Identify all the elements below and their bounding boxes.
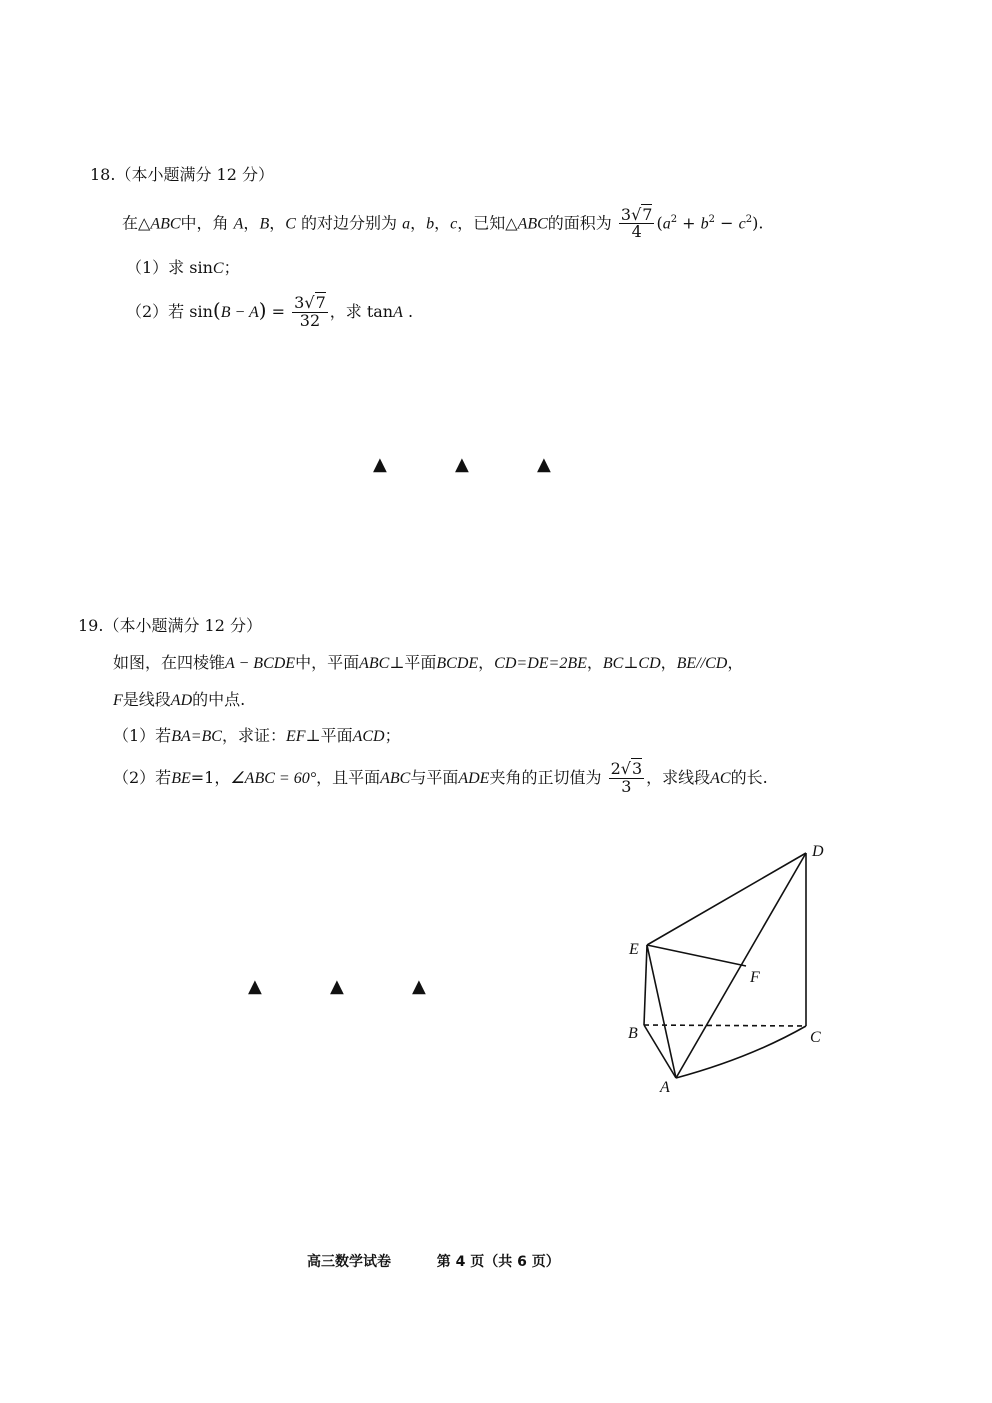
op: +	[677, 213, 701, 233]
edge-ba	[644, 1025, 676, 1078]
frac-num: 3	[294, 293, 305, 313]
text: ，求线段	[646, 768, 711, 787]
text: ，	[410, 213, 427, 233]
var-c-angle: C	[285, 215, 296, 233]
answer-space-mark: ▲	[373, 454, 387, 475]
answer-space-mark: ▲	[248, 976, 262, 997]
op: =	[266, 302, 291, 321]
text: （2）若	[113, 768, 172, 787]
text: ，	[586, 653, 603, 672]
var-c: c	[450, 215, 458, 233]
area-fraction: $\frac{3√7}{4}$	[620, 204, 653, 242]
var-abc: ABC	[359, 655, 390, 672]
var: CD	[638, 655, 661, 672]
text: 中，平面	[295, 653, 360, 672]
answer-space-mark: ▲	[412, 976, 426, 997]
expr: ∠ABC = 60°	[230, 770, 317, 787]
label-d: D	[812, 843, 824, 860]
op: ⊥	[623, 653, 639, 672]
expr: A − BCDE	[225, 655, 296, 672]
text: ，	[269, 213, 286, 233]
var: AC	[710, 770, 731, 787]
text: ，	[660, 653, 677, 672]
footer	[307, 1251, 560, 1271]
text: （2）若 sin	[126, 302, 213, 321]
text: 与平面	[410, 768, 459, 787]
var-b-angle: B	[259, 215, 270, 233]
var-bcde: BCDE	[436, 655, 479, 672]
text: 的中点.	[192, 690, 246, 709]
exp: 2	[670, 214, 678, 225]
paren: (	[656, 213, 663, 233]
expr: CD=DE=2BE	[494, 655, 587, 672]
answer-space-mark: ▲	[455, 454, 469, 475]
text: ，	[243, 213, 260, 233]
text: ；	[384, 726, 401, 745]
var-a: a	[402, 215, 411, 233]
edge-ed	[647, 853, 806, 945]
var-c-angle: C	[212, 260, 224, 277]
var: EF	[286, 728, 306, 745]
edge-bc-hidden	[644, 1025, 806, 1026]
label-e: E	[629, 941, 639, 958]
frac-rad: 7	[315, 293, 326, 313]
text: 中，角	[180, 213, 229, 233]
q19-line2	[113, 687, 245, 710]
text: 的面积为	[547, 213, 612, 233]
frac-den: 4	[631, 222, 642, 242]
label-c: C	[810, 1029, 821, 1046]
q19-header: 19.（本小题满分 12 分）	[78, 616, 262, 635]
text: 的对边分别为	[301, 213, 398, 233]
paren: )	[258, 298, 267, 322]
q18-statement	[122, 200, 763, 244]
var-a-angle: A	[393, 304, 403, 321]
var-abc: ABC	[150, 215, 181, 233]
text: ，	[727, 653, 744, 672]
frac-num: 3	[620, 204, 632, 224]
edge-eb	[644, 945, 647, 1025]
answer-space-mark: ▲	[537, 454, 551, 475]
edge-ef	[647, 945, 746, 966]
var: F	[113, 692, 123, 709]
text: 的长.	[730, 768, 768, 787]
exp: 2	[708, 214, 716, 225]
var-b: b	[426, 215, 435, 233]
text: ⊥平面	[389, 653, 437, 672]
footer-page: 第 4 页（共 6 页）	[436, 1254, 560, 1270]
text: ，	[434, 213, 451, 233]
var: BE	[676, 655, 697, 672]
label-b: B	[628, 1025, 638, 1042]
text: 是线段	[122, 690, 171, 709]
frac-rad: 7	[642, 204, 653, 224]
text: 在△	[122, 213, 151, 233]
q19-part2	[113, 758, 768, 799]
text: =1，	[190, 768, 231, 787]
q18-part1	[126, 255, 240, 278]
expr: B − A	[220, 304, 259, 321]
exp: 2	[745, 214, 753, 225]
q18-part2	[126, 290, 413, 333]
edge-ac	[676, 1026, 806, 1078]
frac-den: 32	[299, 311, 321, 330]
var-c: c	[738, 215, 746, 233]
text: ，	[478, 653, 495, 672]
text: ，求证：	[221, 726, 286, 745]
op: //	[696, 655, 706, 672]
frac-rad: 3	[631, 759, 643, 779]
var: AD	[170, 692, 193, 709]
answer-space-mark: ▲	[330, 976, 344, 997]
var-b: b	[700, 215, 709, 233]
var: BC	[602, 655, 624, 672]
var: ACD	[352, 728, 385, 745]
text: ；	[223, 258, 240, 277]
text: ，且平面	[316, 768, 381, 787]
text: （1）求 sin	[126, 258, 213, 277]
paren: )	[752, 213, 759, 233]
text: （1）若	[113, 726, 172, 745]
text: 如图，在四棱锥	[113, 653, 226, 672]
var-abc: ABC	[517, 215, 548, 233]
var-a: a	[662, 215, 671, 233]
text: .	[758, 213, 764, 233]
paren: (	[212, 298, 221, 322]
q19-line1	[113, 650, 743, 673]
text: ⊥平面	[305, 726, 353, 745]
op: −	[715, 213, 739, 233]
label-f: F	[750, 969, 760, 986]
var: ADE	[458, 770, 490, 787]
edge-ea	[647, 945, 676, 1078]
tan-fraction: $\frac{2√3}{3}$	[610, 759, 643, 796]
pyramid-figure	[600, 830, 860, 1100]
q18-header: 18.（本小题满分 12 分）	[90, 165, 274, 184]
footer-title: 高三数学试卷	[307, 1254, 391, 1270]
var: CD	[705, 655, 728, 672]
text: ，已知△	[457, 213, 518, 233]
label-a: A	[660, 1079, 670, 1096]
text: .	[402, 302, 414, 321]
q19-part1	[113, 723, 401, 746]
frac-num: 2	[610, 759, 621, 779]
text: 夹角的正切值为	[489, 768, 602, 787]
expr: BA=BC	[171, 728, 222, 745]
text: ，求 tan	[329, 302, 394, 321]
frac-den: 3	[621, 777, 632, 796]
var: BE	[171, 770, 191, 787]
var-abc: ABC	[380, 770, 411, 787]
p2-fraction: $\frac{3√7}{32}$	[294, 293, 326, 330]
var-a-angle: A	[233, 215, 244, 233]
